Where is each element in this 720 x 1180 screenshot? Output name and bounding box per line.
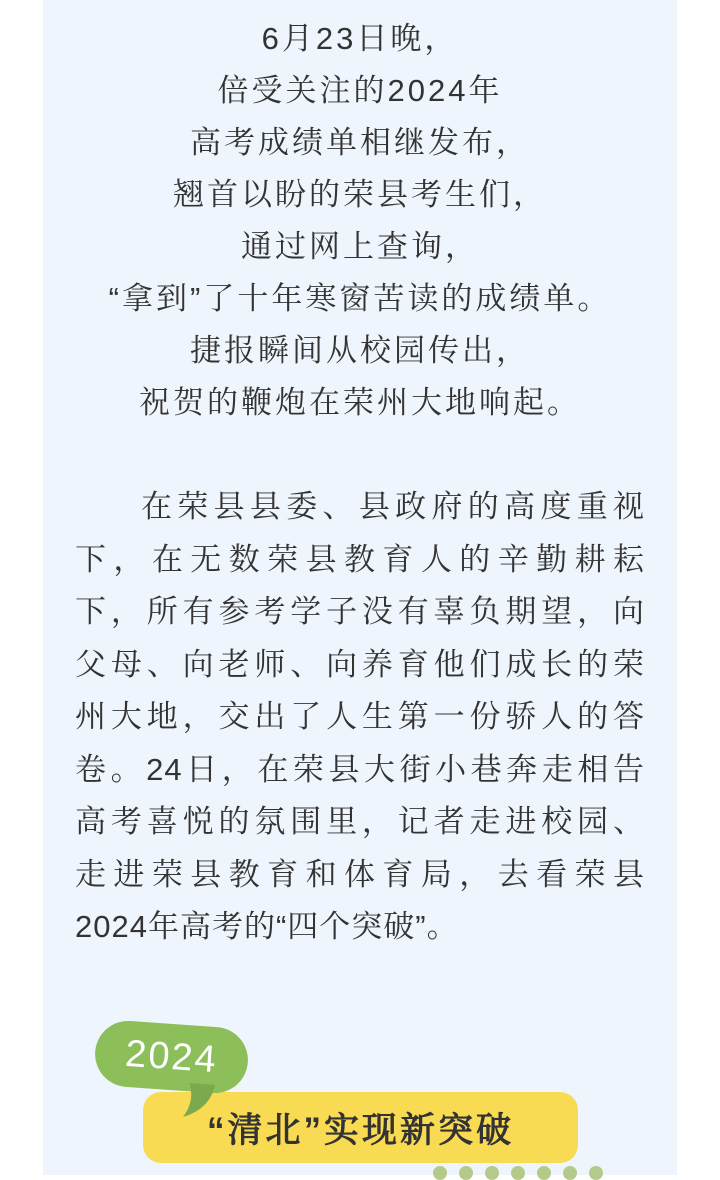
dot [433,1166,447,1180]
year-badge-label: 2024 [123,1032,220,1081]
article-line: 卷。24日，在荣县大街小巷奔走相告 [75,751,645,787]
intro-line: 翘首以盼的荣县考生们， [173,177,547,212]
article-line: 州大地，交出了人生第一份骄人的答 [75,699,645,734]
article-line: 高考喜悦的氛围里，记者走进校园、 [75,804,645,839]
article-line: 父母、向老师、向养育他们成长的荣 [75,646,645,682]
article-line: 在荣县县委、县政府的高度重视 [141,489,645,524]
section-banner-title: “清北”实现新突破 [206,1110,514,1150]
intro-line: 捷报瞬间从校园传出， [190,333,530,368]
intro-verse [43,0,677,429]
dot [511,1166,525,1180]
article-line: 走进荣县教育和体育局，去看荣县 [75,856,645,892]
article-line: 下，所有参考学子没有辜负期望，向 [75,594,645,629]
dot [537,1166,551,1180]
intro-line: 通过网上查询， [241,229,479,264]
dot [589,1166,603,1180]
dot [485,1166,499,1180]
intro-line: 倍受关注的2024年 [217,73,503,108]
article-panel [43,0,677,1175]
decorative-dots [433,1166,603,1180]
speech-bubble-tail-icon [183,1083,217,1119]
intro-line: 祝贺的鞭炮在荣州大地响起。 [139,385,581,420]
intro-line: 6月23日晚， [261,21,459,56]
intro-line: 高考成绩单相继发布， [190,125,530,160]
dot [459,1166,473,1180]
article-line: 下，在无数荣县教育人的辛勤耕耘 [75,541,645,577]
intro-line: “拿到”了十年寒窗苦读的成绩单。 [108,281,612,316]
article-paragraph [75,481,645,954]
year-badge [93,1019,250,1096]
article-line: 2024年高考的“四个突破”。 [75,909,459,944]
dot [563,1166,577,1180]
